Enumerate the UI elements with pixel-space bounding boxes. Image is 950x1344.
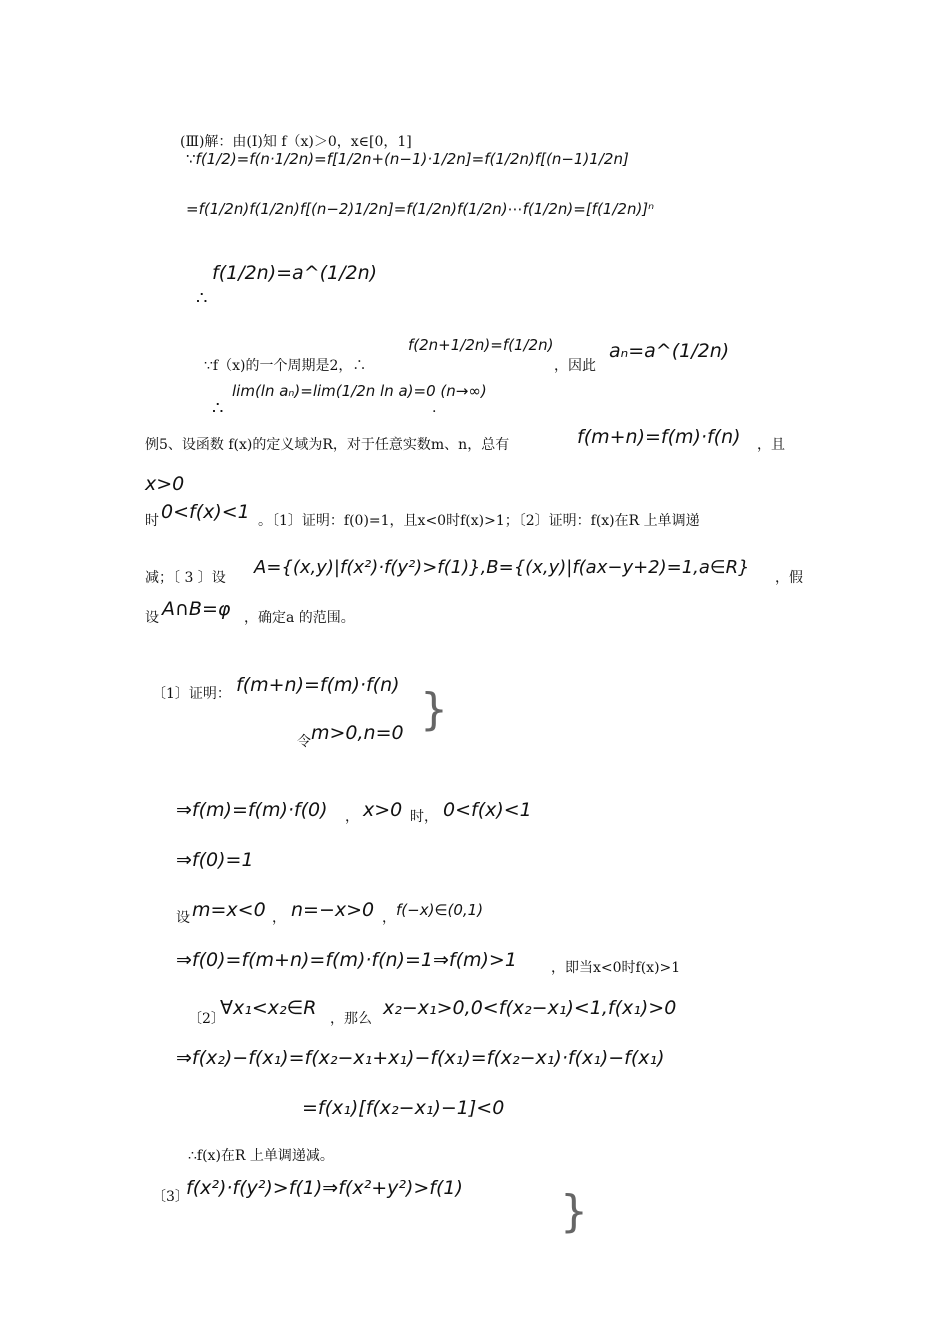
solution-5-eq: ⇒f(0)=f(m+n)=f(m)·f(n)=1⇒f(m)>1 <box>176 949 517 971</box>
brace-1: } <box>420 684 448 735</box>
formula-line-2: =f(1/2n)f(1/2n)f[(n−2)1/2n]=f(1/2n)f(1/2n)⋯f(1/2n)=[f(1/2n)]ⁿ <box>186 200 655 218</box>
example-5-sets: A={(x,y)|f(x²)·f(y²)>f(1)},B={(x,y)|f(ax−y+2)=1,a∈R} <box>254 557 750 578</box>
solution-1-eq: f(m+n)=f(m)·f(n) <box>236 674 400 696</box>
brace-2: } <box>560 1186 588 1237</box>
solution-6-label: 〔2〕 <box>188 1011 225 1027</box>
example-5-text-a: 例5、设函数 f(x)的定义域为R，对于任意实数m、n，总有 <box>145 437 510 453</box>
formula-line-3: f(1/2n)=a^(1/2n) <box>212 262 378 284</box>
solution-9-text: ∴f(x)在R 上单调递减。 <box>188 1148 334 1164</box>
therefore-symbol-2: ∴ <box>212 398 224 419</box>
solution-3-eq: ⇒f(0)=1 <box>176 849 254 871</box>
solution-5-text: ，即当x<0时f(x)>1 <box>551 960 681 976</box>
solution-8-eq: =f(x₁)[f(x₂−x₁)−1]<0 <box>302 1097 505 1119</box>
solution-1-let: 令 <box>297 734 311 750</box>
solution-10-eq: f(x²)·f(y²)>f(1)⇒f(x²+y²)>f(1) <box>186 1177 463 1199</box>
example-5-functional-eq: f(m+n)=f(m)·f(n) <box>577 426 741 448</box>
example-5-intersection: A∩B=φ <box>162 598 231 620</box>
example-5-condition-f: 0<f(x)<1 <box>161 501 250 523</box>
solution-6-conds: x₂−x₁>0,0<f(x₂−x₁)<1,f(x₁)>0 <box>383 997 677 1019</box>
solution-1-let-eq: m>0,n=0 <box>311 722 404 744</box>
solution-4-c1: ， <box>272 910 286 926</box>
solution-4-range: f(−x)∈(0,1) <box>396 901 484 919</box>
example-5-text-e: ，假 <box>775 570 803 586</box>
period-mid-text: ，因此 <box>554 358 596 374</box>
limit-formula: lim(ln aₙ)=lim(1/2n ln a)=0 (n→∞) <box>232 382 487 400</box>
solution-2-eq: ⇒f(m)=f(m)·f(0) <box>176 799 328 821</box>
solution-4-let: 设 <box>176 910 190 926</box>
solution-2-x: x>0 <box>363 799 403 821</box>
solution-10-label: 〔3〕 <box>152 1189 189 1205</box>
solution-1-label: 〔1〕证明： <box>152 686 231 702</box>
period-text: ∵f（x)的一个周期是2，∴ <box>204 358 367 374</box>
solution-4-c2: ， <box>382 910 396 926</box>
solution-7-eq: ⇒f(x₂)−f(x₁)=f(x₂−x₁+x₁)−f(x₁)=f(x₂−x₁)·f(x₁)−f(x₁) <box>176 1047 665 1069</box>
period-formula: f(2n+1/2n)=f(1/2n) <box>408 336 554 354</box>
example-5-tasks: 。〔1〕证明：f(0)=1，且x<0时f(x)>1；〔2〕证明：f(x)在R 上单调递 <box>258 513 700 529</box>
solution-2-comma: ， <box>345 809 359 825</box>
solution-4-n: n=−x>0 <box>291 899 375 921</box>
example-5-text-f: 设 <box>145 610 159 626</box>
example-5-text-g: ，确定a 的范围。 <box>244 610 355 626</box>
formula-line-1: ∵f(1/2)=f(n·1/2n)=f[1/2n+(n−1)·1/2n]=f(1/2n)f[(n−1)1/2n] <box>186 150 629 168</box>
example-5-condition-x: x>0 <box>145 473 185 495</box>
example-5-text-d: 减；〔 3 〕设 <box>145 570 226 586</box>
section-3-header: (Ⅲ)解：由(Ⅰ)知 f（x)＞0，x∈[0，1] <box>180 134 412 150</box>
solution-6-then: ，那么 <box>330 1011 372 1027</box>
solution-6-forall: ∀x₁<x₂∈R <box>220 997 317 1019</box>
limit-end: . <box>432 400 437 416</box>
an-formula: aₙ=a^(1/2n) <box>609 340 730 362</box>
example-5-text-b: ，且 <box>757 437 785 453</box>
solution-4-m: m=x<0 <box>192 899 266 921</box>
therefore-symbol: ∴ <box>196 288 208 309</box>
example-5-text-c: 时 <box>145 513 159 529</box>
solution-2-range: 0<f(x)<1 <box>443 799 532 821</box>
solution-2-when: 时， <box>410 809 438 825</box>
